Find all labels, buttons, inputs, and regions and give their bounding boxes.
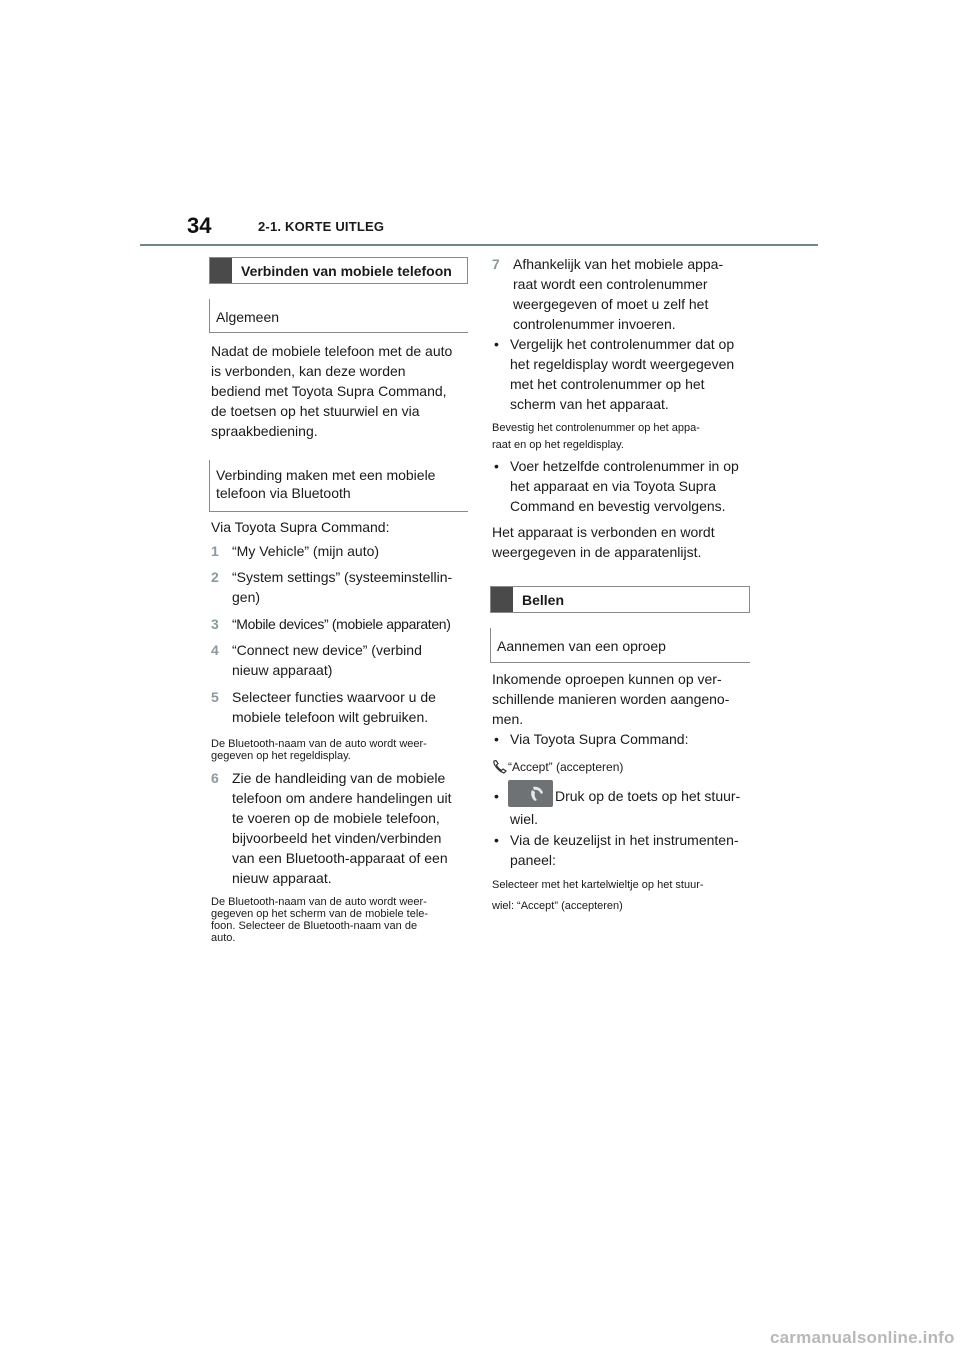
subheading-algemeen	[209, 299, 468, 333]
text-line: “Mobile devices” (mobiele apparaten)	[232, 616, 451, 632]
text-line: “My Vehicle” (mijn auto)	[232, 543, 380, 559]
bullet-steering-button-text: Druk op de toets op het stuur-	[555, 788, 741, 804]
text-line: bediend met Toyota Supra Command,	[211, 383, 447, 399]
text-line: gegeven op het scherm van de mobiele tele-	[211, 908, 429, 920]
text-line: auto.	[211, 932, 236, 944]
phone-button-glyph	[508, 780, 553, 807]
text-line: Voer hetzelfde controlenummer in op	[510, 458, 739, 474]
text-line: De Bluetooth-naam van de auto wordt weer-	[211, 896, 427, 908]
text-line: weergegeven in de apparatenlijst.	[492, 544, 702, 560]
accept-option-text: “Accept” (accepteren)	[508, 760, 624, 774]
via-command-label: Via Toyota Supra Command:	[211, 519, 390, 535]
section-box-title: Verbinden van mobiele telefoon	[241, 263, 452, 279]
step-number: 1	[211, 543, 219, 559]
step-4-text	[232, 640, 422, 680]
bullet-instrument-panel-text	[510, 830, 739, 870]
text-line: het regeldisplay wordt weergegeven	[510, 356, 735, 372]
text-line: gegeven op het regeldisplay.	[211, 750, 351, 762]
text-line: paneel:	[510, 852, 556, 868]
text-line: foon. Selecteer de Bluetooth-naam van de	[211, 920, 418, 932]
text-line: raat en op het regeldisplay.	[492, 439, 624, 451]
text-line: schillende manieren worden aangeno-	[492, 691, 730, 707]
step-number: 4	[211, 642, 219, 658]
intro-paragraph	[211, 341, 452, 441]
text-line: Selecteer functies waarvoor u de	[232, 689, 436, 705]
subheading-text: Aannemen van een oproep	[497, 638, 666, 654]
text-line: is verbonden, kan deze worden	[211, 363, 406, 379]
step-5-text	[232, 687, 436, 727]
note-scroll-wheel	[492, 875, 704, 917]
bullet: •	[494, 832, 499, 848]
step-3-text	[232, 614, 451, 634]
subheading-text: Algemeen	[216, 309, 280, 325]
text-line: Selecteer met het kartelwieltje op het stuur-	[492, 879, 704, 891]
phone-handset-icon	[492, 759, 508, 775]
text-line: te voeren op de mobiele telefoon,	[232, 810, 440, 826]
watermark: carmanualsonline.info	[770, 1328, 955, 1347]
step-6-text	[232, 768, 452, 888]
text-line: “System settings” (systeeminstellin-	[232, 569, 453, 585]
page-number: 34	[187, 213, 212, 238]
text-line: de toetsen op het stuurwiel en via	[211, 403, 420, 419]
subheading-text: Verbinding maken met een mobiele	[216, 467, 436, 483]
connected-paragraph	[492, 522, 715, 562]
step-2-text	[232, 567, 452, 607]
bullet-via-command: Via Toyota Supra Command:	[510, 731, 689, 747]
text-line: Via de keuzelijst in het instrumenten-	[510, 832, 739, 848]
step-number: 6	[211, 770, 219, 786]
text-line: “Connect new device” (verbind	[232, 642, 422, 658]
text-line: controlenummer invoeren.	[513, 316, 676, 332]
text-line: spraakbediening.	[211, 423, 318, 439]
header-rule	[140, 244, 818, 246]
text-line: scherm van het apparaat.	[510, 396, 669, 412]
bullet: •	[494, 731, 499, 747]
text-line: van een Bluetooth-apparaat of een	[232, 850, 448, 866]
text-line: raat wordt een controlenummer	[513, 276, 708, 292]
subheading-text: telefoon via Bluetooth	[216, 485, 351, 501]
section-box-bellen	[490, 586, 750, 613]
step-1-text	[232, 541, 379, 561]
text-line: Zie de handleiding van de mobiele	[232, 770, 446, 786]
section-box-title: Bellen	[522, 592, 565, 608]
section-box-verbinden	[209, 257, 468, 284]
text-line: Bevestig het controlenummer op het appa-	[492, 422, 700, 434]
text-line: het apparaat en via Toyota Supra	[510, 478, 717, 494]
text-line: gen)	[232, 589, 261, 605]
text-line: De Bluetooth-naam van de auto wordt weer-	[211, 738, 427, 750]
text-line: met het controlenummer op het	[510, 376, 705, 392]
bullet-enter-number-text	[510, 456, 739, 516]
text-line: Command en bevestig vervolgens.	[510, 498, 726, 514]
text-line: bijvoorbeeld het vinden/verbinden	[232, 830, 442, 846]
step-7-text	[513, 254, 723, 334]
text-line: men.	[492, 711, 524, 727]
text-line: telefoon om andere handelingen uit	[232, 790, 452, 806]
subheading-bluetooth	[209, 460, 468, 512]
text-line: wiel: “Accept” (accepteren)	[492, 900, 623, 912]
text-line: Vergelijk het controlenummer dat op	[510, 336, 735, 352]
bullet-compare-text	[510, 334, 734, 414]
step-number: 2	[211, 569, 219, 585]
text-line: nieuw apparaat.	[232, 870, 332, 886]
section-title: 2-1. KORTE UITLEG	[258, 219, 385, 234]
subheading-aannemen	[490, 628, 750, 663]
text-line: Nadat de mobiele telefoon met de auto	[211, 343, 453, 359]
text-line: Afhankelijk van het mobiele appa-	[513, 256, 724, 272]
section-box-tab	[491, 587, 513, 612]
text-line: Het apparaat is verbonden en wordt	[492, 524, 715, 540]
phone-button-icon	[508, 780, 553, 807]
section-box-tab	[210, 258, 232, 283]
bullet: •	[494, 788, 499, 804]
step-number: 5	[211, 689, 219, 705]
text-line: nieuw apparaat)	[232, 662, 333, 678]
text-line: weergegeven of moet u zelf het	[513, 296, 709, 312]
bullet: •	[494, 336, 499, 352]
step-number: 3	[211, 616, 219, 632]
note-confirm-number	[492, 420, 700, 454]
note-bluetooth-display	[211, 738, 427, 762]
note-bluetooth-phone	[211, 896, 428, 944]
text-line: mobiele telefoon wilt gebruiken.	[232, 709, 429, 725]
bullet-steering-button-text-cont: wiel.	[510, 811, 539, 827]
text-line: Inkomende oproepen kunnen op ver-	[492, 671, 722, 687]
step-number: 7	[492, 256, 500, 272]
bullet: •	[494, 458, 499, 474]
incoming-calls-paragraph	[492, 669, 729, 729]
